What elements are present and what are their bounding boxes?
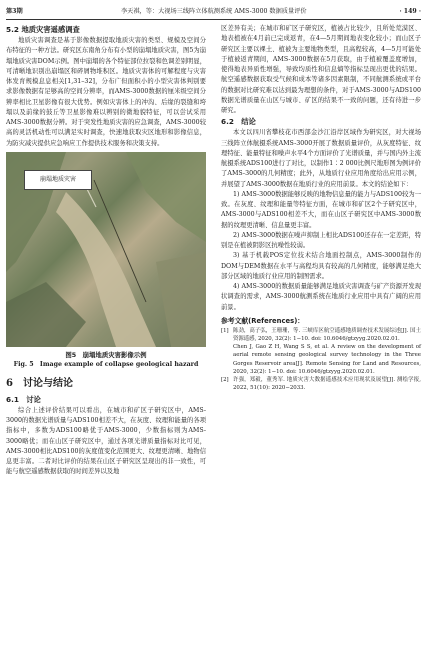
references-title: 参考文献(References)：: [221, 316, 305, 325]
section-5-2-title: 5.2 地质灾害遥感调查: [6, 25, 80, 34]
paragraph: 地质灾害调查是基于影像数据提取地质灾害的类型、规模及空间分布特征的一种方法。研究区东南角分布有小型的崩塌地质灾害，图5为崩塌地质灾害DOM示例。图中崩塌的各个特征部位拉裂和色调差别明显，可清晰地识别出崩塌区和碎屑物堆积区。地质灾害体的可解程度与灾害体发育规模息息相关[1,31–32]，分布广但面积小的小型灾害体判别要求影像数据有足够高的空间分辨率，而AMS-3000数据的厘米级空间分辨率相比卫星影像有很大优势。例如灾害体上的冲沟、后缘的裂缝和垮塌以及前缘的鼓丘等卫星影像难以辨别的微地貌特征，可以尝试采用AMS-3000数据分辨。对于突发性地质灾害的应急调查，AMS-3000较高的灵活机动性可以满足实时调查，快速地获取灾区地形和影像信息，为防灾减灾提供应急响应工作提供技术服务和决策支持。: [6, 37, 206, 147]
left-column: [6, 24, 206, 661]
hazard-label: 崩塌地质灾害: [24, 170, 92, 190]
running-header: [6, 5, 421, 20]
conclusion-item-1: 1) AMS-3000数据能够反映的地物信息量的能力与ADS100较为一致。在灰度、纹理和能量等特征方面，在城市和矿区2个子研究区中，AMS-3000与ADS100相差不大，而在山区子研究区中AMS-3000数据的纹理更清晰、信息量更丰富。: [221, 190, 421, 229]
page-number: · 149 ·: [399, 8, 421, 15]
conclusion-item-2: 2) AMS-3000数据在噪声抑制上相比ADS100还存在一定差距，特别是在植被阴影区抗噪性较弱。: [221, 231, 421, 249]
reference-1: [221, 327, 421, 343]
reference-text: 陈劲，高子弘，王珊珊，等. 三峡库区航空遥感地质调查技术发展综述[J]. 国土资源遥感, 2020, 32(2): 1−10. doi: 10.6046/gtzyyg.2020.02.01.: [233, 327, 421, 342]
paragraph: 综合上述评价结果可以看出，在城市和矿区子研究区中，AMS-3000的数据光谱质量与ADS100相差不大，在灰度、纹理和能量的各项指标中，多数为ADS100略优于AMS-3000，少数指标则为AMS-3000略优；而在山区子研究区中，通过各项光谱质量指标对比可见，AMS-3000相比ADS100的灰度值变化范围更大、纹理更清晰、地物信息更丰富。二者对比评价的结果在山区子研究区呈现出的非一致性，可能与航空遥感数据获取的时间差异以及地: [6, 406, 206, 476]
paragraph: 区差异有关；在城市和矿区子研究区，植被占比较少，且所处荒漠区、地表植被在4月前已完成返青，在4—5月期间地表变化较小；而山区子研究区主要以裸土、植被为主要地物类型，且高程较高，4—5月可能处于植被返青期间，AMS-3000数据在5月获取，由于植被覆盖度增加，使得地表异质性增强，导致均质性和信息熵等指标呈现出更优的结果。航空遥感数据获取受气候和成本等诸多因素限制，不同航测系统或平台的数据对比研究难以达到最为理想的条件，对于AMS-3000与ADS100数据光谱质量在山区与城市、矿区的结果不一致的问题，还有待进一步研究。: [221, 25, 421, 114]
conclusion-item-4: 4) AMS-3000的数据质量能够满足地质灾害调查与矿产资源开发现状调查的需求，AMS-3000航测系统在地质行业应用中具有广阔的应用前景。: [221, 283, 421, 311]
conclusion-item-3: 3) 基于机载POS定位技术结合地面控制点，AMS-3000制作的DOM与DEM数据在水平与高程均具有较高的几何精度，能够满足绝大部分区域的地质行业应用的制图需求。: [221, 252, 421, 280]
reference-1-en: [221, 343, 421, 376]
section-6-2-title: 6.2 结论: [221, 117, 256, 127]
reference-text: 许强，郑毅，董秀军. 地质灾害大数据遥感技术应用现状及展望[J]. 测绘学报, 2022, 51(10): 2020−2033.: [233, 376, 421, 392]
collapse-hazard-photo: [6, 152, 206, 347]
issue-number: 第3期: [6, 8, 23, 15]
running-title: 李天祺，等：大视场三线阵立体航测系统 AMS-3000 数据质量评价: [121, 8, 307, 15]
section-6-title: 6 讨论与结论: [6, 377, 73, 389]
reference-number: [2]: [221, 376, 229, 383]
paragraph: 本文以四川省攀枝花市西部金沙江沿岸区域作为研究区，对大视场三线阵立体航摄系统AMS-3000开展了数据质量评价，从灰度特征、纹理特征、能量特征和噪声水平4个方面评价了光谱质量，并与国内外主流航摄系统ADS100进行了对比，以制作1∶2 000比例尺地形图为例评价了AMS-3000的几何精度；此外，从地质行业应用角度给出应用示例，并展望了AMS-3000数据在地质行业的应用前景。本文的结论如下：: [221, 129, 421, 188]
section-6-1-title: 6.1 讨论: [6, 394, 41, 404]
figure-caption-cn: 图5 崩塌地质灾害影像示例: [65, 350, 147, 359]
right-column: [221, 24, 421, 661]
figure-caption-en: Fig. 5 Image example of collapse geological hazard: [13, 360, 199, 368]
figure-5: [6, 152, 206, 370]
reference-2: [221, 376, 421, 392]
reference-number: [1]: [221, 327, 229, 334]
reference-text: Chen J, Gao Z H, Wang S S, et al. A review on the development of aerial remote sensing geological survey technology in the Three Gorges Reservoir area[J]. Remote Sensing for Land and Resources, 2020, 32(2): 1−10. doi: 10.6046/gtzyyg.2020.02.01.: [233, 344, 421, 375]
